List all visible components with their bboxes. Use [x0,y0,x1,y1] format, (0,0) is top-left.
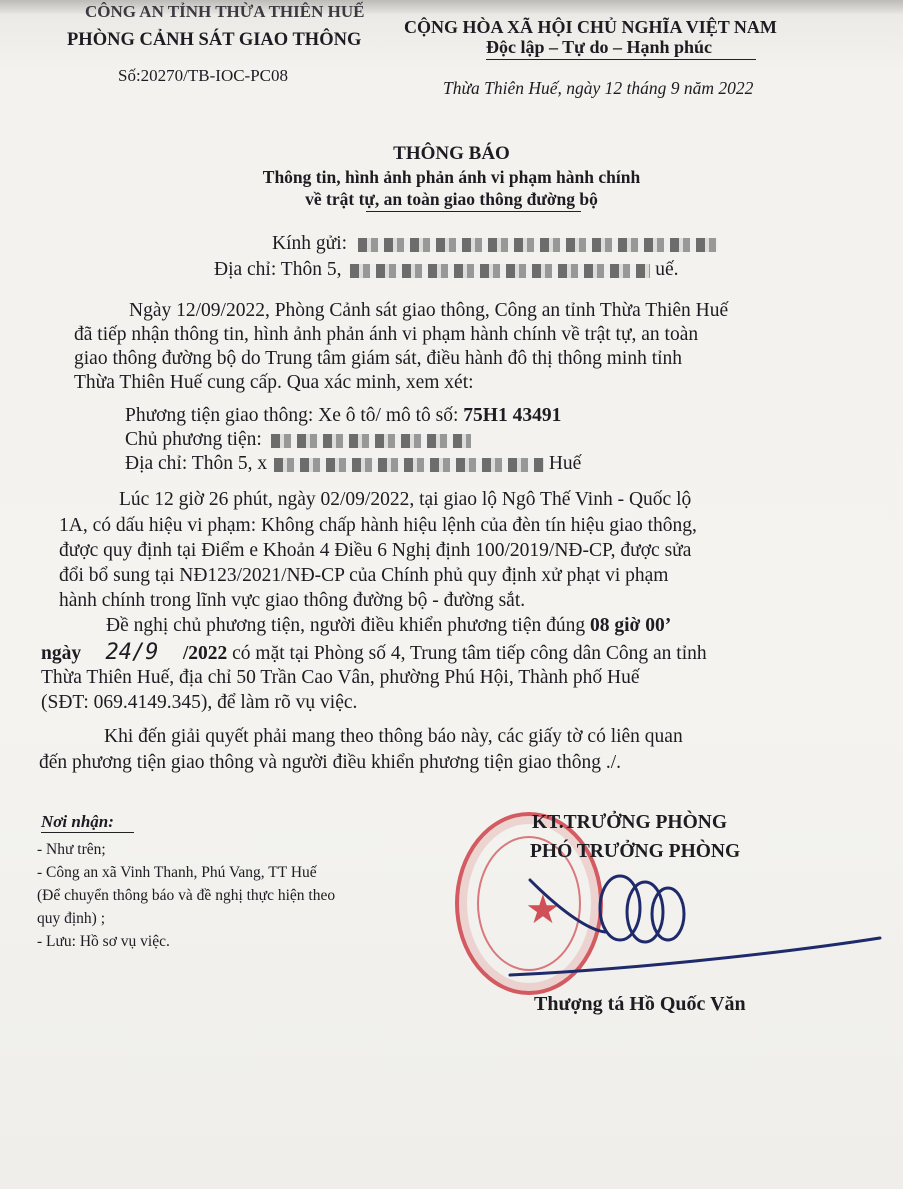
redacted-owner [271,434,471,448]
appointment-day-label: ngày [41,643,82,664]
owner-label: Chủ phương tiện: [125,429,262,450]
agency-name: PHÒNG CẢNH SÁT GIAO THÔNG [67,30,362,50]
republic-title: CỘNG HÒA XÃ HỘI CHỦ NGHĨA VIỆT NAM [404,17,777,37]
owner-address-line [125,452,581,475]
p4-line1: Khi đến giải quyết phải mang theo thông báo này, các giấy tờ có liên quan [104,726,683,747]
handwritten-date: 24/9 [105,640,159,665]
p3-line2-text: có mặt tại Phòng số 4, Trung tâm tiếp công dân Công an tỉnh [232,643,707,664]
p2-line2: 1A, có dấu hiệu vi phạm: Không chấp hành hiệu lệnh của đèn tín hiệu giao thông, [59,515,697,536]
p3-line3: Thừa Thiên Huế, địa chỉ 50 Trần Cao Vân, phường Phú Hội, Thành phố Huế [41,667,640,688]
p1-line3: giao thông đường bộ do Trung tâm giám sát, điều hành đô thị thông minh tỉnh [74,348,683,369]
recipient-item: quy định) ; [37,910,106,927]
title-underline [366,211,581,212]
doc-subtitle-2: về trật tự, an toàn giao thông đường bộ [305,189,598,209]
owner-address-end: Huế [548,453,582,474]
vehicle-label: Phương tiện giao thông: Xe ô tô/ mô tô số: [125,405,459,426]
plate-number: 75H1 43491 [463,405,562,426]
address-label: Địa chỉ: Thôn 5, [214,259,342,280]
recipient-item: (Để chuyển thông báo và đề nghị thực hiện theo [37,887,336,904]
p2-line1: Lúc 12 giờ 26 phút, ngày 02/09/2022, tại giao lộ Ngô Thế Vinh - Quốc lộ [119,489,692,510]
p2-line5: hành chính trong lĩnh vực giao thông đường bộ - đường sắt. [59,590,526,611]
redacted-name [358,238,718,252]
p1-line4: Thừa Thiên Huế cung cấp. Qua xác minh, xem xét: [74,372,474,393]
p3-line1-text: Đề nghị chủ phương tiện, người điều khiển phương tiện đúng [106,615,586,636]
p1-line1: Ngày 12/09/2022, Phòng Cảnh sát giao thông, Công an tỉnh Thừa Thiên Huế [129,300,729,321]
owner-line [125,428,471,451]
signer-name: Thượng tá Hồ Quốc Văn [534,993,746,1015]
doc-number: Số:20270/TB-IOC-PC08 [118,66,289,85]
p2-line4: đổi bổ sung tại NĐ123/2021/NĐ-CP của Chính phủ quy định xử phạt vi phạm [59,565,669,586]
redacted-address [350,264,650,278]
p2-line3: được quy định tại Điểm e Khoản 4 Điều 6 Nghị định 100/2019/NĐ-CP, được sửa [59,540,692,561]
recipient-item: - Lưu: Hồ sơ vụ việc. [37,933,170,950]
handwritten-signature [470,860,890,990]
p3-line2 [41,641,707,665]
to-label: Kính gửi: [272,233,348,254]
stamp-star-icon: ★ [525,887,561,932]
p1-line2: đã tiếp nhận thông tin, hình ảnh phản ánh vi phạm hành chính về trật tự, an toàn [74,324,699,345]
appointment-year: /2022 [182,643,228,664]
signature-title-1: KT.TRƯỞNG PHÒNG [532,812,727,833]
recipient-item: - Công an xã Vinh Thanh, Phú Vang, TT Huế [37,864,317,881]
agency-top: CÔNG AN TỈNH THỪA THIÊN HUẾ [85,2,365,21]
doc-subtitle-1: Thông tin, hình ảnh phản ánh vi phạm hành chính [262,167,641,187]
recipients-title: Nơi nhận: [41,812,114,831]
motto: Độc lập – Tự do – Hạnh phúc [486,37,713,57]
doc-title: THÔNG BÁO [393,143,510,164]
recipient-address-line [214,258,679,281]
redacted-owner-address [274,458,544,472]
address-end: uế. [655,259,679,280]
p3-line1 [106,614,671,637]
owner-address-label: Địa chỉ: Thôn 5, x [125,453,268,474]
p4-line2: đến phương tiện giao thông và người điều khiển phương tiện giao thông ./. [39,752,622,773]
recipient-line [272,232,718,255]
signature-title-2: PHÓ TRƯỞNG PHÒNG [530,841,741,862]
recipients-title-underline [41,832,134,833]
recipient-item: - Như trên; [37,841,106,858]
motto-underline [486,59,756,60]
p3-line4: (SĐT: 069.4149.345), để làm rõ vụ việc. [41,692,358,713]
vehicle-line [125,404,561,427]
place-date: Thừa Thiên Huế, ngày 12 tháng 9 năm 2022 [443,78,754,98]
appointment-time: 08 giờ 00’ [590,615,672,636]
recipients-list [37,838,335,953]
